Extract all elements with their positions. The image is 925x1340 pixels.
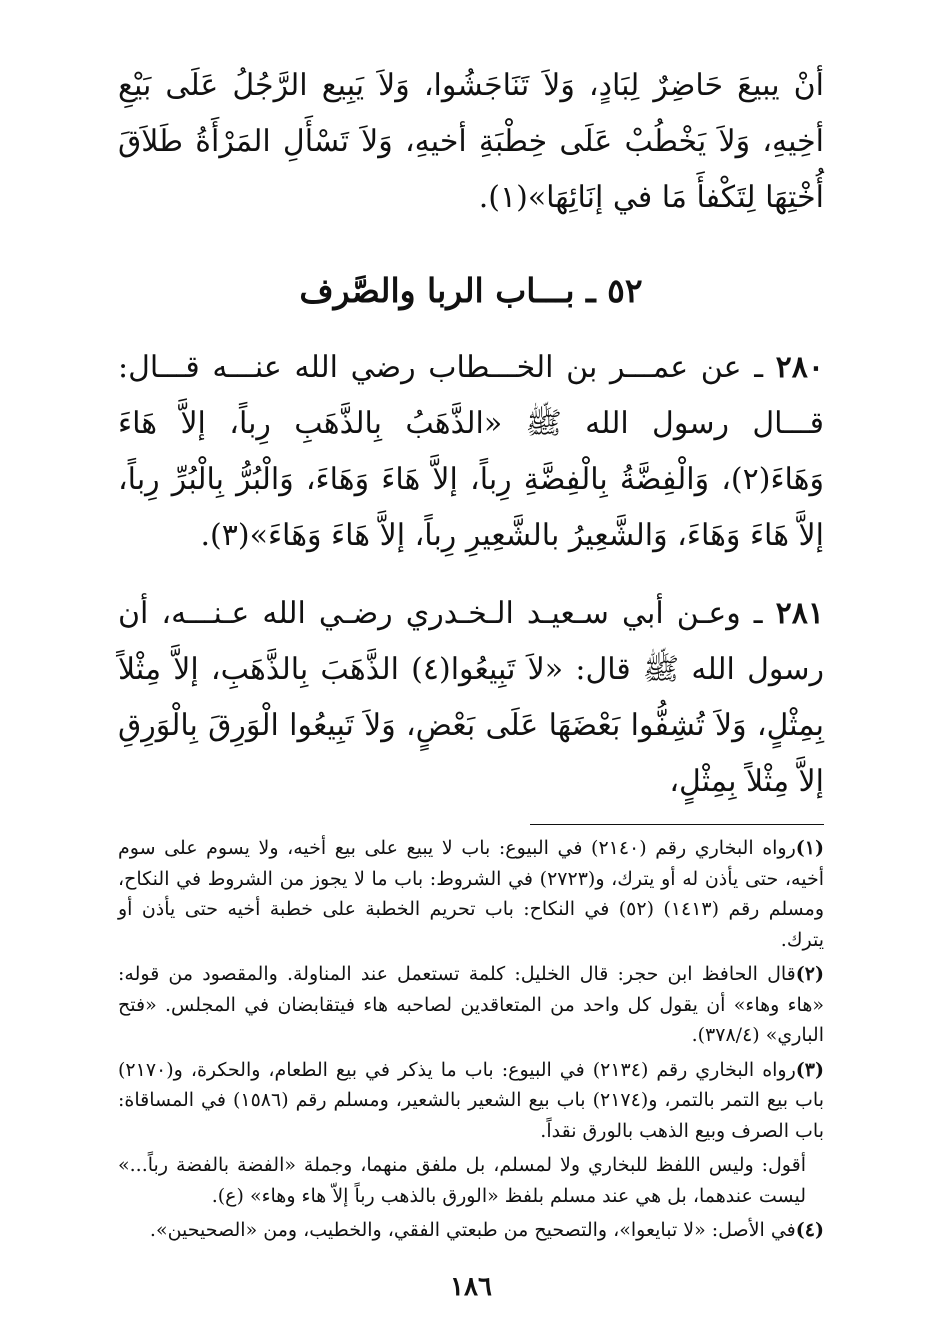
hadith-281-number: ٢٨١ — [775, 596, 824, 631]
chapter-heading: ٥٢ ـ بـــاب الربا والصَّرف — [299, 271, 643, 310]
hadith-280 — [118, 340, 824, 564]
footnote-3-text: رواه البخاري رقم (٢١٣٤) في البيوع: باب ما يذكر في بيع الطعام، والحكرة، و(٢١٧٠) باب بيع التمر بالتمر، و(٢١٧٤) باب بيع الشعير بالشعير، ومسلم رقم (١٥٨٦) في المساقاة: باب الصرف وبيع الذهب بالورق نقداً. — [118, 1058, 824, 1142]
footnote-1-number: (١) — [795, 837, 825, 859]
footnote-1 — [118, 833, 824, 955]
footnote-3-number: (٣) — [795, 1058, 824, 1081]
footnote-2 — [118, 959, 824, 1051]
hadith-281-text: ـ وعـن أبي سـعيـد الـخـدري رضـي الله عـنـــه، أن رسول الله ﷺ قال: «لاَ تَبِيعُوا(٤) الذَّهَبَ بِالذَّهَبِ، إلاَّ مِثْلاً بِمِثْلٍ، وَلاَ تُشِفُّوا بَعْضَهَا عَلَى بَعْضٍ، وَلاَ تَبِيعُوا الْوَرِقَ بِالْوَرِقِ إلاَّ مِثْلاً بِمِثْلٍ، — [118, 596, 824, 799]
footnote-4 — [118, 1215, 824, 1246]
footnote-divider — [530, 824, 824, 825]
hadith-280-number: ٢٨٠ — [775, 350, 824, 385]
footnote-4-text: في الأصل: «لا تبايعوا»، والتصحيح من طبعتي الفقي، والخطيب، ومن «الصحيحين». — [149, 1219, 796, 1241]
footnote-4-number: (٤) — [795, 1219, 824, 1241]
footnote-2-text: قال الحافظ ابن حجر: قال الخليل: كلمة تستعمل عند المناولة. والمقصود من قوله: «هاء وهاء» أن يقول كل واحد من المتعاقدين لصاحبه هاء فيتقابضان في المجلس. «فتح الباري» (٣٧٨/٤). — [118, 963, 824, 1046]
hadith-280-text: ـ عن عمـــر بن الخـــطاب رضي الله عنـــه قـــال: قـــال رسول الله ﷺ «الذَّهَبُ بِالذَّهَبِ رِباً، إلاَّ هَاءَ وَهَاءَ(٢)، وَالْفِضَّةُ بِالْفِضَّةِ رِباً، إلاَّ هَاءَ وَهَاءَ، وَالْبُرُّ بِالْبُرِّ رِباً، إلاَّ هَاءَ وَهَاءَ، وَالشَّعِيرُ بالشَّعِيرِ رِباً، إلاَّ هَاءَ وَهَاءَ»(٣). — [118, 350, 824, 553]
page-number: ١٨٦ — [450, 1271, 492, 1302]
continuation-paragraph: أنْ يبيعَ حَاضِرٌ لِبَادٍ، وَلاَ تَنَاجَشُوا، وَلاَ يَبِيع الرَّجُلُ عَلَى بَيْعِ أخِيهِ، وَلاَ يَخْطُبْ عَلَى خِطْبَةِ أخيهِ، وَلاَ تَسْأَلِ المَرْأَةُ طَلاَقَ أُخْتِهَا لِتَكْفأَ مَا في إنَائِهَا»(١). — [118, 68, 824, 215]
footnote-2-number: (٢) — [795, 963, 824, 985]
footnote-3 — [118, 1055, 824, 1147]
footnote-1-text: رواه البخاري رقم (٢١٤٠) في البيوع: باب لا يبيع على بيع أخيه، ولا يسوم على سوم أخيه، حتى يأذن له أو يترك، و(٢٧٢٣) في الشروط: باب ما لا يجوز من الشروط في النكاح، ومسلم رقم (١٤١٣) (٥٢) في النكاح: باب تحريم الخطبة على خطبة أخيه حتى يأذن أو يترك. — [118, 837, 824, 951]
footnote-3-comment — [118, 1150, 824, 1211]
footnotes-section — [118, 833, 824, 1246]
footnote-3-comment-text: أقول: وليس اللفظ للبخاري ولا لمسلم، بل ملفق منهما، وجملة «الفضة بالفضة رباً...» ليست عندهما، بل هي عند مسلم بلفظ «الورق بالذهب رباً إلاّ هاء وهاء» (ع). — [118, 1154, 806, 1207]
hadith-281 — [118, 586, 824, 810]
book-page — [118, 58, 824, 1302]
